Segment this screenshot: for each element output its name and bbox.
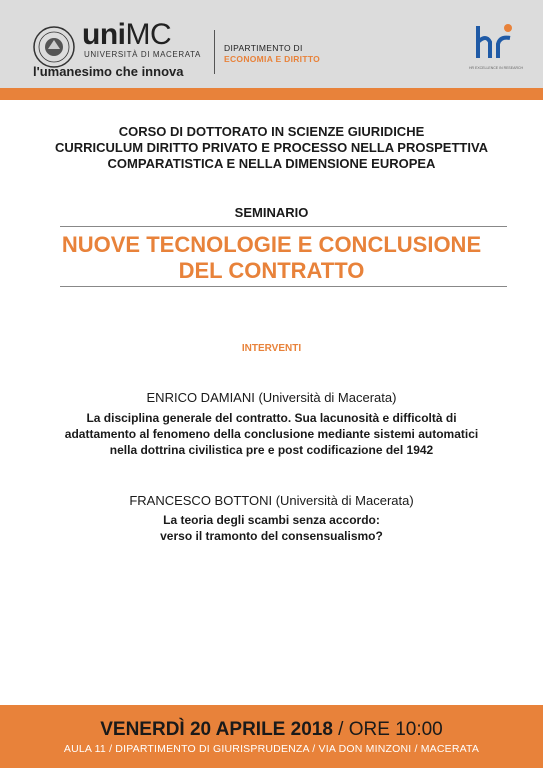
title-bottom-rule <box>60 286 507 287</box>
header-divider <box>214 30 215 74</box>
header-accent-bar <box>0 88 543 100</box>
university-motto: l'umanesimo che innova <box>33 64 184 79</box>
hr-excellence-logo-icon <box>472 22 516 62</box>
department-line1: DIPARTIMENTO DI <box>224 43 303 53</box>
interventi-label: INTERVENTI <box>241 343 302 354</box>
course-heading <box>0 124 543 172</box>
event-date-time <box>0 719 543 741</box>
university-logo <box>82 20 171 50</box>
university-seal-icon <box>32 25 76 69</box>
department-line2: ECONOMIA E DIRITTO <box>224 54 321 64</box>
speaker-name: ENRICO DAMIANI (Università di Macerata) <box>146 390 397 405</box>
talk-title-line: adattamento al fenomeno della conclusione mediante sistemi automatici <box>64 427 479 441</box>
logo-light: MC <box>125 18 172 51</box>
title-top-rule <box>60 226 507 227</box>
seminar-title-line1: NUOVE TECNOLOGIE E CONCLUSIONE <box>61 232 482 257</box>
talk-title <box>0 512 543 544</box>
course-line2: CURRICULUM DIRITTO PRIVATO E PROCESSO NELLA PROSPETTIVA <box>54 140 489 155</box>
course-line1: CORSO DI DOTTORATO IN SCIENZE GIURIDICHE <box>118 124 425 139</box>
course-line3: COMPARATISTICA E NELLA DIMENSIONE EUROPEA <box>107 156 436 171</box>
talk-title-line: nella dottrina civilistica pre e post codificazione del 1942 <box>109 443 434 457</box>
event-date: VENERDÌ 20 APRILE 2018 <box>100 719 333 740</box>
event-venue: AULA 11 / DIPARTIMENTO DI GIURISPRUDENZA / VIA DON MINZONI / MACERATA <box>63 743 480 755</box>
seminar-label: SEMINARIO <box>234 205 309 220</box>
logo-bold: uni <box>82 18 126 51</box>
logo-subtitle: UNIVERSITÀ DI MACERATA <box>84 50 201 59</box>
speaker-name: FRANCESCO BOTTONI (Università di Macerata) <box>129 493 414 508</box>
talk-title-line: La disciplina generale del contratto. Sua lacunosità e difficoltà di <box>86 411 457 425</box>
hr-logo-caption: HR EXCELLENCE IN RESEARCH <box>468 66 524 70</box>
seminar-title-line2: DEL CONTRATTO <box>178 258 365 283</box>
talk-title <box>0 410 543 458</box>
talk-title-line: La teoria degli scambi senza accordo: <box>163 513 380 527</box>
event-time: / ORE 10:00 <box>332 719 443 740</box>
talk-title-line: verso il tramonto del consensualismo? <box>160 529 383 543</box>
seminar-title <box>0 232 543 284</box>
